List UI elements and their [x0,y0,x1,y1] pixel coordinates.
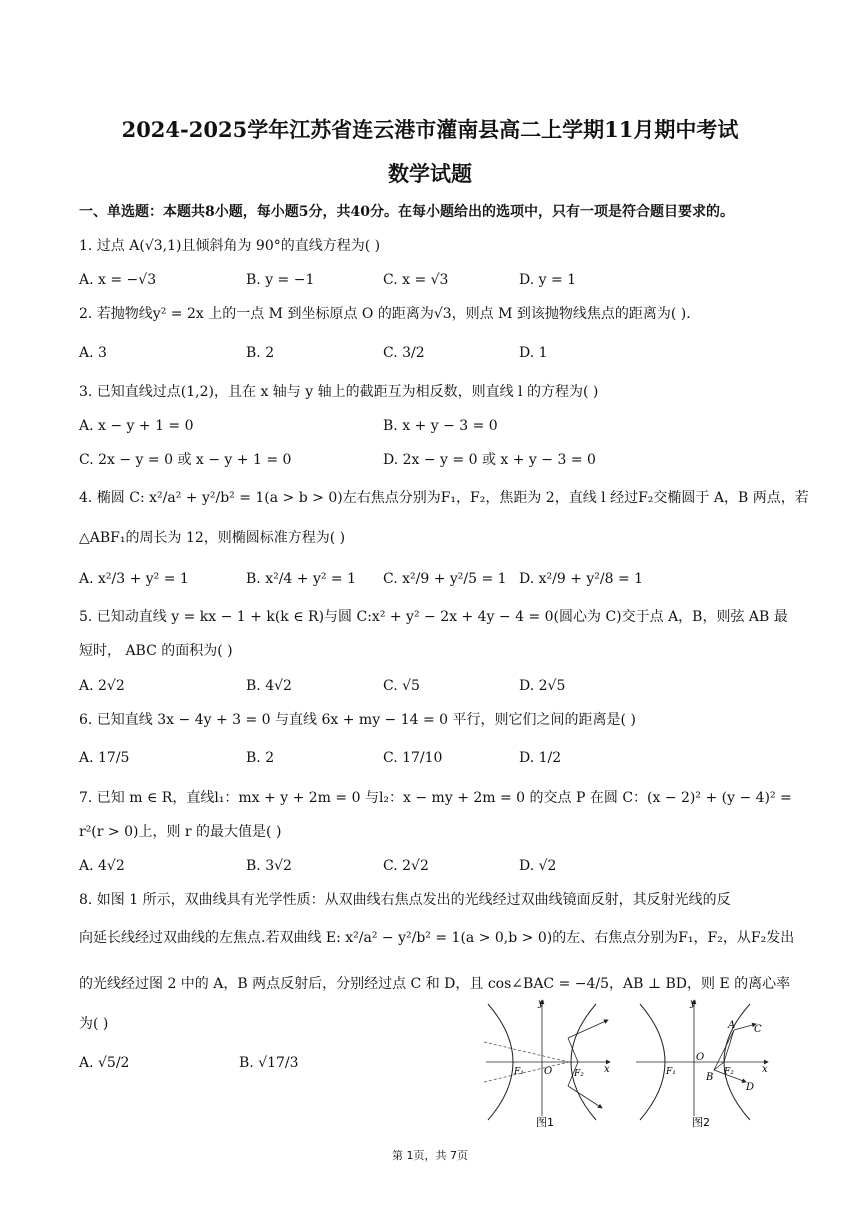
question-5-line-1: 5. 已知动直线 y = kx − 1 + k(k ∈ R)与圆 C:x² + y² − 2x + 4y − 4 = 0(圆心为 C)交于点 A，B，则弦 AB 最 [79,609,788,625]
question-7-line-2: r²(r > 0)上，则 r 的最大值是( ) [79,824,282,840]
q2-option-a: A. 3 [79,345,107,361]
exam-title: 2024-2025学年江苏省连云港市灌南县高二上学期11月期中考试 [121,117,739,142]
figure-1 [484,998,610,1128]
q4-option-a: A. x²/3 + y² = 1 [79,571,189,587]
question-6: 6. 已知直线 3x − 4y + 3 = 0 与直线 6x + my − 14 = 0 平行，则它们之间的距离是( ) [79,712,636,728]
q4-option-c: C. x²/9 + y²/5 = 1 [383,571,507,587]
fig2-c-label: C [754,1024,762,1035]
question-7-line-1: 7. 已知 m ∈ R，直线l₁：mx + y + 2m = 0 与l₂：x − my + 2m = 0 的交点 P 在圆 C：(x − 2)² + (y − 4)² = [79,790,792,806]
q5-option-b: B. 4√2 [246,678,292,694]
fig1-caption: 图1 [536,1116,554,1128]
q6-option-d: D. 1/2 [519,750,562,766]
question-8-line-2: 向延长线经过双曲线的左焦点.若双曲线 E: x²/a² − y²/b² = 1(a > 0,b > 0)的左、右焦点分别为F₁，F₂，从F₂发出 [79,930,795,946]
q1-option-d: D. y = 1 [519,272,577,288]
q4-option-b: B. x²/4 + y² = 1 [246,571,357,587]
question-5-line-2: 短时， ABC 的面积为( ) [79,643,233,659]
fig2-caption: 图2 [692,1116,710,1128]
q7-option-a: A. 4√2 [79,858,125,874]
section-heading: 一、单选题：本题共8小题，每小题5分，共40分。在每小题给出的选项中，只有一项是符合题目要求的。 [79,204,734,220]
fig2-f1-label: F₁ [666,1067,676,1077]
question-1: 1. 过点 A(√3,1)且倾斜角为 90°的直线方程为( ) [79,238,381,254]
q8-option-a: A. √5/2 [79,1055,130,1071]
q5-option-d: D. 2√5 [519,678,566,694]
page-footer: 第 1页，共 7页 [392,1149,468,1162]
question-8-line-1: 8. 如图 1 所示，双曲线具有光学性质：从双曲线右焦点发出的光线经过双曲线镜面反射，其反射光线的反 [79,892,731,908]
q7-option-b: B. 3√2 [246,858,292,874]
fig2-f2-label: F₂ [724,1067,734,1077]
q3-option-a: A. x − y + 1 = 0 [79,418,194,434]
question-4-line-1: 4. 椭圆 C: x²/a² + y²/b² = 1(a > b > 0)左右焦点分别为F₁，F₂，焦距为 2，直线 l 经过F₂交椭圆于 A，B 两点，若 [79,490,809,506]
q1-option-c: C. x = √3 [383,272,449,288]
q5-option-a: A. 2√2 [79,678,125,694]
fig1-f2-label: F₂ [574,1069,584,1079]
q7-option-c: C. 2√2 [383,858,429,874]
fig2-origin-label: O [696,1052,705,1063]
q5-option-c: C. √5 [383,678,420,694]
fig2-d-label: D [746,1082,755,1093]
q3-option-c: C. 2x − y = 0 或 x − y + 1 = 0 [79,452,292,468]
q1-option-b: B. y = −1 [246,272,315,288]
fig2-y-label: y [690,998,696,1009]
figure-2 [636,998,768,1128]
fig2-x-label: x [762,1064,768,1075]
fig1-x-label: x [604,1064,610,1075]
fig2-b-label: B [706,1072,714,1083]
question-4-line-2: △ABF₁的周长为 12，则椭圆标准方程为( ) [79,530,346,546]
q4-option-d: D. x²/9 + y²/8 = 1 [519,571,644,587]
q7-option-d: D. √2 [519,858,557,874]
question-8-line-4: 为( ) [79,1016,109,1032]
q6-option-b: B. 2 [246,750,275,766]
q2-option-c: C. 3/2 [383,345,425,361]
fig1-f1-label: F₁ [514,1067,524,1077]
question-2: 2. 若抛物线y² = 2x 上的一点 M 到坐标原点 O 的距离为√3，则点 M 到该抛物线焦点的距离为( ). [79,306,691,322]
q6-option-c: C. 17/10 [383,750,443,766]
fig1-y-label: y [538,998,544,1009]
exam-subtitle: 数学试题 [388,161,472,186]
fig2-a-label: A [728,1020,736,1031]
fig1-origin-label: O [544,1066,553,1077]
q2-option-d: D. 1 [519,345,548,361]
q3-option-b: B. x + y − 3 = 0 [383,418,498,434]
question-8-line-3: 的光线经过图 2 中的 A，B 两点反射后，分别经过点 C 和 D，且 cos∠BAC = −4/5，AB ⊥ BD，则 E 的离心率 [79,976,791,992]
q6-option-a: A. 17/5 [79,750,130,766]
q8-option-b: B. √17/3 [239,1055,299,1071]
hyperbola-figures [484,998,774,1128]
q2-option-b: B. 2 [246,345,275,361]
q3-option-d: D. 2x − y = 0 或 x + y − 3 = 0 [383,452,596,468]
q1-option-a: A. x = −√3 [79,272,157,288]
question-3: 3. 已知直线过点(1,2)，且在 x 轴与 y 轴上的截距互为相反数，则直线 l 的方程为( ) [79,384,599,400]
